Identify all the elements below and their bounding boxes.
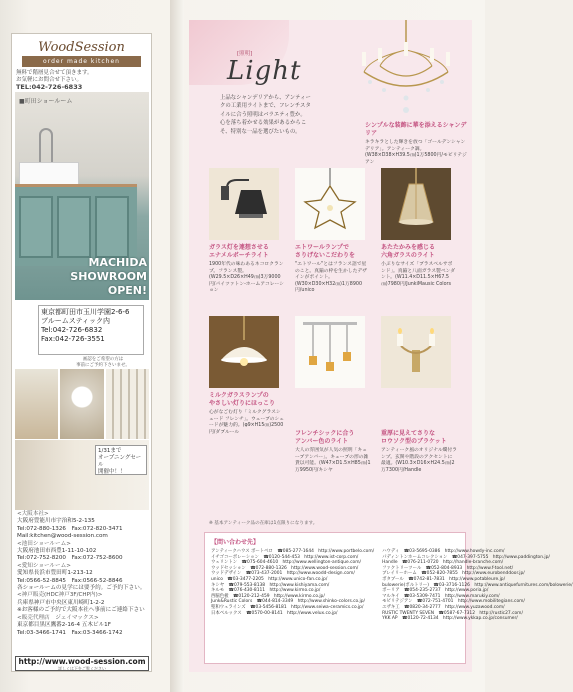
ad-intro	[16, 70, 148, 91]
caption-text: 大人の雰囲気が人気の照明「キューブアンバー」。キューブの形の雑貨以可能。(W47×D1.5×H85㎝)1万9950円/キシヤ	[295, 448, 371, 473]
contact-entry: ウッドセッション ☎072-880-1326 http://www.wood-session.com/	[211, 565, 359, 571]
caption-title: 重厚に見えてさりな	[381, 430, 436, 437]
faucet-shape	[39, 128, 53, 162]
sale-notice	[95, 445, 147, 475]
cabinet-door	[95, 196, 129, 258]
caption-title: フレンチシックに合う	[295, 430, 355, 437]
ad-contact-list	[17, 511, 149, 637]
contact-entry: Handle ☎076-211-0720 http://handle-branche.com/	[382, 560, 504, 566]
contact-line: ※お客様のご予約で大阪本社へ事前にご連絡下さい	[17, 607, 145, 614]
contact-entry: 聖和ウェラインズ ☎03-5456-8181 http://www.seiwa-ceramics.co.jp/	[211, 604, 364, 610]
contact-entry: ポーリア ☎054-235-2737 http://www.poria.jp/	[382, 588, 489, 594]
caption-title: シンプルな装飾に華を添えるシャンデリア	[365, 122, 467, 137]
cabinet-door	[57, 196, 91, 258]
ad-showroom-heading: ■町田ショールーム	[19, 98, 73, 105]
contact-entry: 西脇色板 ☎0120-212-459 http://www.kirmo.co.jp/	[211, 593, 325, 599]
caption-etoile-lamp	[295, 244, 371, 295]
contact-line: Tel:072-752-8200 Fax:072-752-8600	[17, 555, 123, 562]
caption-title: やさしい灯りにほっこり	[209, 400, 276, 407]
caption-title: エナメルボーチライト	[209, 252, 269, 259]
caption-amber-cube-light	[295, 430, 371, 474]
showroom-headline	[43, 256, 147, 298]
sale-line: オープニングセール	[98, 455, 142, 468]
contact-line: 大阪府池田市西豊1-11-10-102	[17, 548, 97, 555]
caption-candle-bracket	[381, 430, 457, 474]
lead-line: 上品なシャンデリアから、アンティー	[220, 95, 311, 101]
shop-location: ブルームスティック内	[41, 317, 111, 325]
contact-entry: bulowerie(ボルトリー) ☎03-3716-1126 http://www.antiquefurnitures.com/bolowerie/	[382, 582, 573, 588]
contact-heading: <愛知ショールーム>	[17, 562, 71, 569]
contact-entry: モビリテジアン ☎072-751-4701 http://www.mobilitegians.com/	[382, 599, 525, 605]
shop-fax: Fax:042-726-3551	[41, 335, 105, 343]
ad-intro-line: お気軽にお問合せ下さい。	[16, 77, 83, 83]
contact-line: 各ショールームの見学には要予約。ご予約下さい。	[17, 585, 146, 592]
contact-line: 大阪府豊能川市宇治和5-2-135	[17, 518, 95, 525]
light-article	[189, 20, 573, 672]
showroom-photo	[15, 369, 58, 439]
contact-heading: <販売代理店 ジェイマックス>	[17, 614, 99, 621]
contact-entry: unico ☎03-3477-2205 http://www.unico-fan.co.jp/	[211, 576, 328, 582]
contact-entry: ポタブール ☎0742-81-7831 http://www.potableure.jp/	[382, 576, 506, 582]
category-label: [照明]	[237, 51, 253, 57]
wood-session-advertisement	[11, 33, 152, 672]
contact-entry: ファクトリーツール ☎052-804-8933 http://www.f-tool.net/	[382, 565, 514, 571]
contact-entry: パディントンホームコレクション ☎047-397-5755 http://www.paddington.jp/	[382, 554, 550, 560]
showroom-address-box	[38, 305, 144, 355]
stock-note: ※ 基本アンティーク品の在庫は1点限りになります。	[209, 521, 318, 526]
photo-amber-cube-light	[295, 316, 365, 388]
contact-entry: ハウディ ☎03-5695-0386 http://www.howdy-inc.com/	[382, 549, 505, 554]
shop-note	[64, 357, 142, 369]
contact-line: Tel:0566-52-8845 Fax:0566-52-8846	[17, 577, 123, 584]
contact-heading: <池田ショールーム>	[17, 540, 71, 547]
page-title: Light	[227, 56, 302, 86]
caption-enamel-porch-light	[209, 244, 285, 295]
contact-entry: ウェリントン ☎075-604-4610 http://www.wellington-antique.com/	[211, 560, 361, 566]
contacts-column-right	[382, 549, 573, 622]
ad-logo: WoodSession	[38, 40, 125, 55]
contact-entry: RUSTIC TWENTY SEVEN ☎0587-67-7312 http://rustic27.com/	[382, 610, 523, 616]
ad-website-box[interactable]	[15, 656, 149, 671]
pendant-lamp-photo	[60, 369, 103, 439]
sale-line: 開催中！！	[98, 469, 126, 475]
cabinet-door	[19, 196, 53, 258]
contact-entry: アンティークハウス ボートベロ ☎085-277-1644 http://www.portbelo.com/	[211, 549, 375, 554]
page-gutter	[170, 0, 184, 692]
shop-tel: Tel:042-726-6832	[41, 326, 103, 334]
contact-heading: <神戸販売(HDC神戸3F/CHP内)>	[17, 592, 103, 599]
chandelier-illustration	[350, 20, 462, 120]
lead-line: 心を落ち着かせる効果があるからこ	[220, 120, 307, 127]
caption-milk-glass-lamp	[209, 392, 285, 436]
caption-title: ミルクガラスランプの	[209, 392, 269, 399]
lead-line: クの工業用ライトまで、フレンチスタ	[220, 103, 311, 110]
contact-entry: Junk&Rustic Colors ☎044-814-3349 http://www.shinko-colors.co.jp/	[211, 599, 366, 605]
photo-enamel-porch-light	[209, 168, 279, 240]
contact-entry: キルモ ☎076-430-8111 http://www.kirmo.co.jp/	[211, 588, 321, 594]
photo-etoile-lamp	[295, 168, 365, 240]
caption-title: アンバー色のライト	[295, 438, 349, 445]
contact-line: 愛知県長浜市豊田町1-213-12	[17, 570, 93, 577]
showroom-headline-line: MACHIDA	[88, 256, 147, 269]
caption-text: アンティーク風のオリジナル燭付ランプ。玄関や階段のアクセントに最適。(W10.3×D16×H24.5㎝)2万7300円/Handle	[381, 448, 457, 473]
caption-text: キラキラとした輝きを放つ「ゴールデンシャンデリア」。アンティーク調。(W38×D38×H39.5㎝)1万5800円/モビリテジアン	[365, 140, 467, 165]
contacts-column-left	[211, 549, 374, 622]
caption-title: さりげないこだわりを	[295, 252, 356, 259]
shop-note-line: 画認をご希望の方は	[82, 357, 124, 362]
caption-chandelier	[365, 122, 469, 166]
kitchen-photo	[15, 92, 149, 300]
lead-line: そ、特別な一品を選びたいもの。	[220, 128, 301, 135]
ad-tel-main: TEL:042-726-6833	[16, 83, 83, 91]
caption-text: 心がなごむ灯り「ミルクグラスシェード フレンチ」。ウェーブのシェードが魅力的。(φ9×H15㎝)2500円/ダブルール	[209, 410, 285, 435]
showroom-headline-line: OPEN!	[107, 284, 147, 297]
caption-text: "エトワール"とはフランス語で星のこと。真鍮の枠を生かしたデザインがポイント。(W30×D30×H32㎝)1万8900円/unico	[295, 262, 367, 294]
contact-line: 兵庫県神戸市中央区東川崎町1-2-2	[17, 599, 105, 606]
caption-title: 六角ガラスのライト	[381, 252, 435, 259]
shop-address: 東京都町田市玉川学園2-6-6	[41, 308, 130, 316]
caption-text: 1900年代の味わあるネコロクランプ。フランス製。(W29.5×D26×H49㎝)3万9000円/パイツァトン-ホームアコレーション	[209, 262, 284, 294]
photo-milk-glass-lamp	[209, 316, 279, 388]
caption-title: ガラス灯を連想させる	[209, 244, 269, 251]
caption-title: エトワールランプで	[295, 244, 350, 251]
contact-line: Mail:kitchen@wood-session.com	[17, 533, 108, 540]
lead-text	[220, 94, 328, 136]
inquiry-contacts-box	[204, 532, 573, 664]
lead-line: イルに合う照明はバラエティ豊か。	[220, 111, 306, 118]
contact-line: Tel:072-880-1326 Fax:072-820-3471	[17, 525, 123, 532]
caption-hexagon-glass-light	[381, 244, 457, 288]
showroom-photo-row	[15, 369, 149, 439]
sale-line: 1/31まで	[98, 448, 122, 454]
ad-intro-line: 無料で階層見合せて頂きます。	[16, 70, 93, 76]
contact-entry: ウッドデザイン ☎073-437-2001 http://www.woodd-design.com/	[211, 571, 355, 577]
contact-entry: イチゴコーポレーション ☎0120-544-453 http://www.ist-corp.com/	[211, 554, 359, 560]
contact-line: Tel:03-3466-1741 Fax:03-3466-1742	[17, 629, 123, 636]
contact-entry: キシヤ ☎079-553-8138 http://www.kishiyama.com/	[211, 582, 330, 588]
ad-website-link[interactable]: http://www.wood-session.com	[18, 657, 146, 666]
shop-note-line: 事前にご予約下さいませ。	[76, 363, 130, 368]
contacts-title: 【問い合わせ先】	[211, 539, 260, 546]
ad-logo-tagline: order made kitchen	[22, 56, 141, 67]
contact-entry: マルキイ ☎03-5309-7471 http://www.marukiy.com/	[382, 593, 500, 599]
showroom-headline-line: SHOWROOM	[70, 270, 147, 283]
contact-entry: 日本ベルックス ☎0570-00-8141 http://www.velux.co.jp/	[211, 610, 338, 616]
contact-line: 東京都目黒区鷹番2-16-4 五木ビル1F	[17, 622, 111, 629]
contact-heading: <大阪本社>	[17, 511, 49, 517]
contact-entry: ユザキ工 ☎0820-34-2777 http://www.yuzawood.com/	[382, 604, 505, 610]
photo-hexagon-glass-light	[381, 168, 451, 240]
caption-text: 小ぶりなサイズ「ブラスベルサポンド」。真鍮と八面ガラス製ペンダント。(W11.4×D11.5×H67.5㎝)7980円/JunkiMausic Colors	[381, 262, 456, 287]
caption-title: ロウソク型のブラケット	[381, 438, 447, 445]
window-photo	[106, 369, 149, 439]
photo-candle-bracket	[381, 316, 451, 388]
ad-website-sub: 詳しくは下をご覧ください	[58, 666, 106, 671]
caption-title: あたたかみを感じる	[381, 244, 436, 251]
contact-entry: YKK AP ☎0120-72-4134 http://www.ykkap.co.jp/consumer/	[382, 616, 518, 622]
contact-entry: ブレイリーホーム ☎052-820-7855 http://www.eurobenddoor.jp/	[382, 571, 525, 577]
